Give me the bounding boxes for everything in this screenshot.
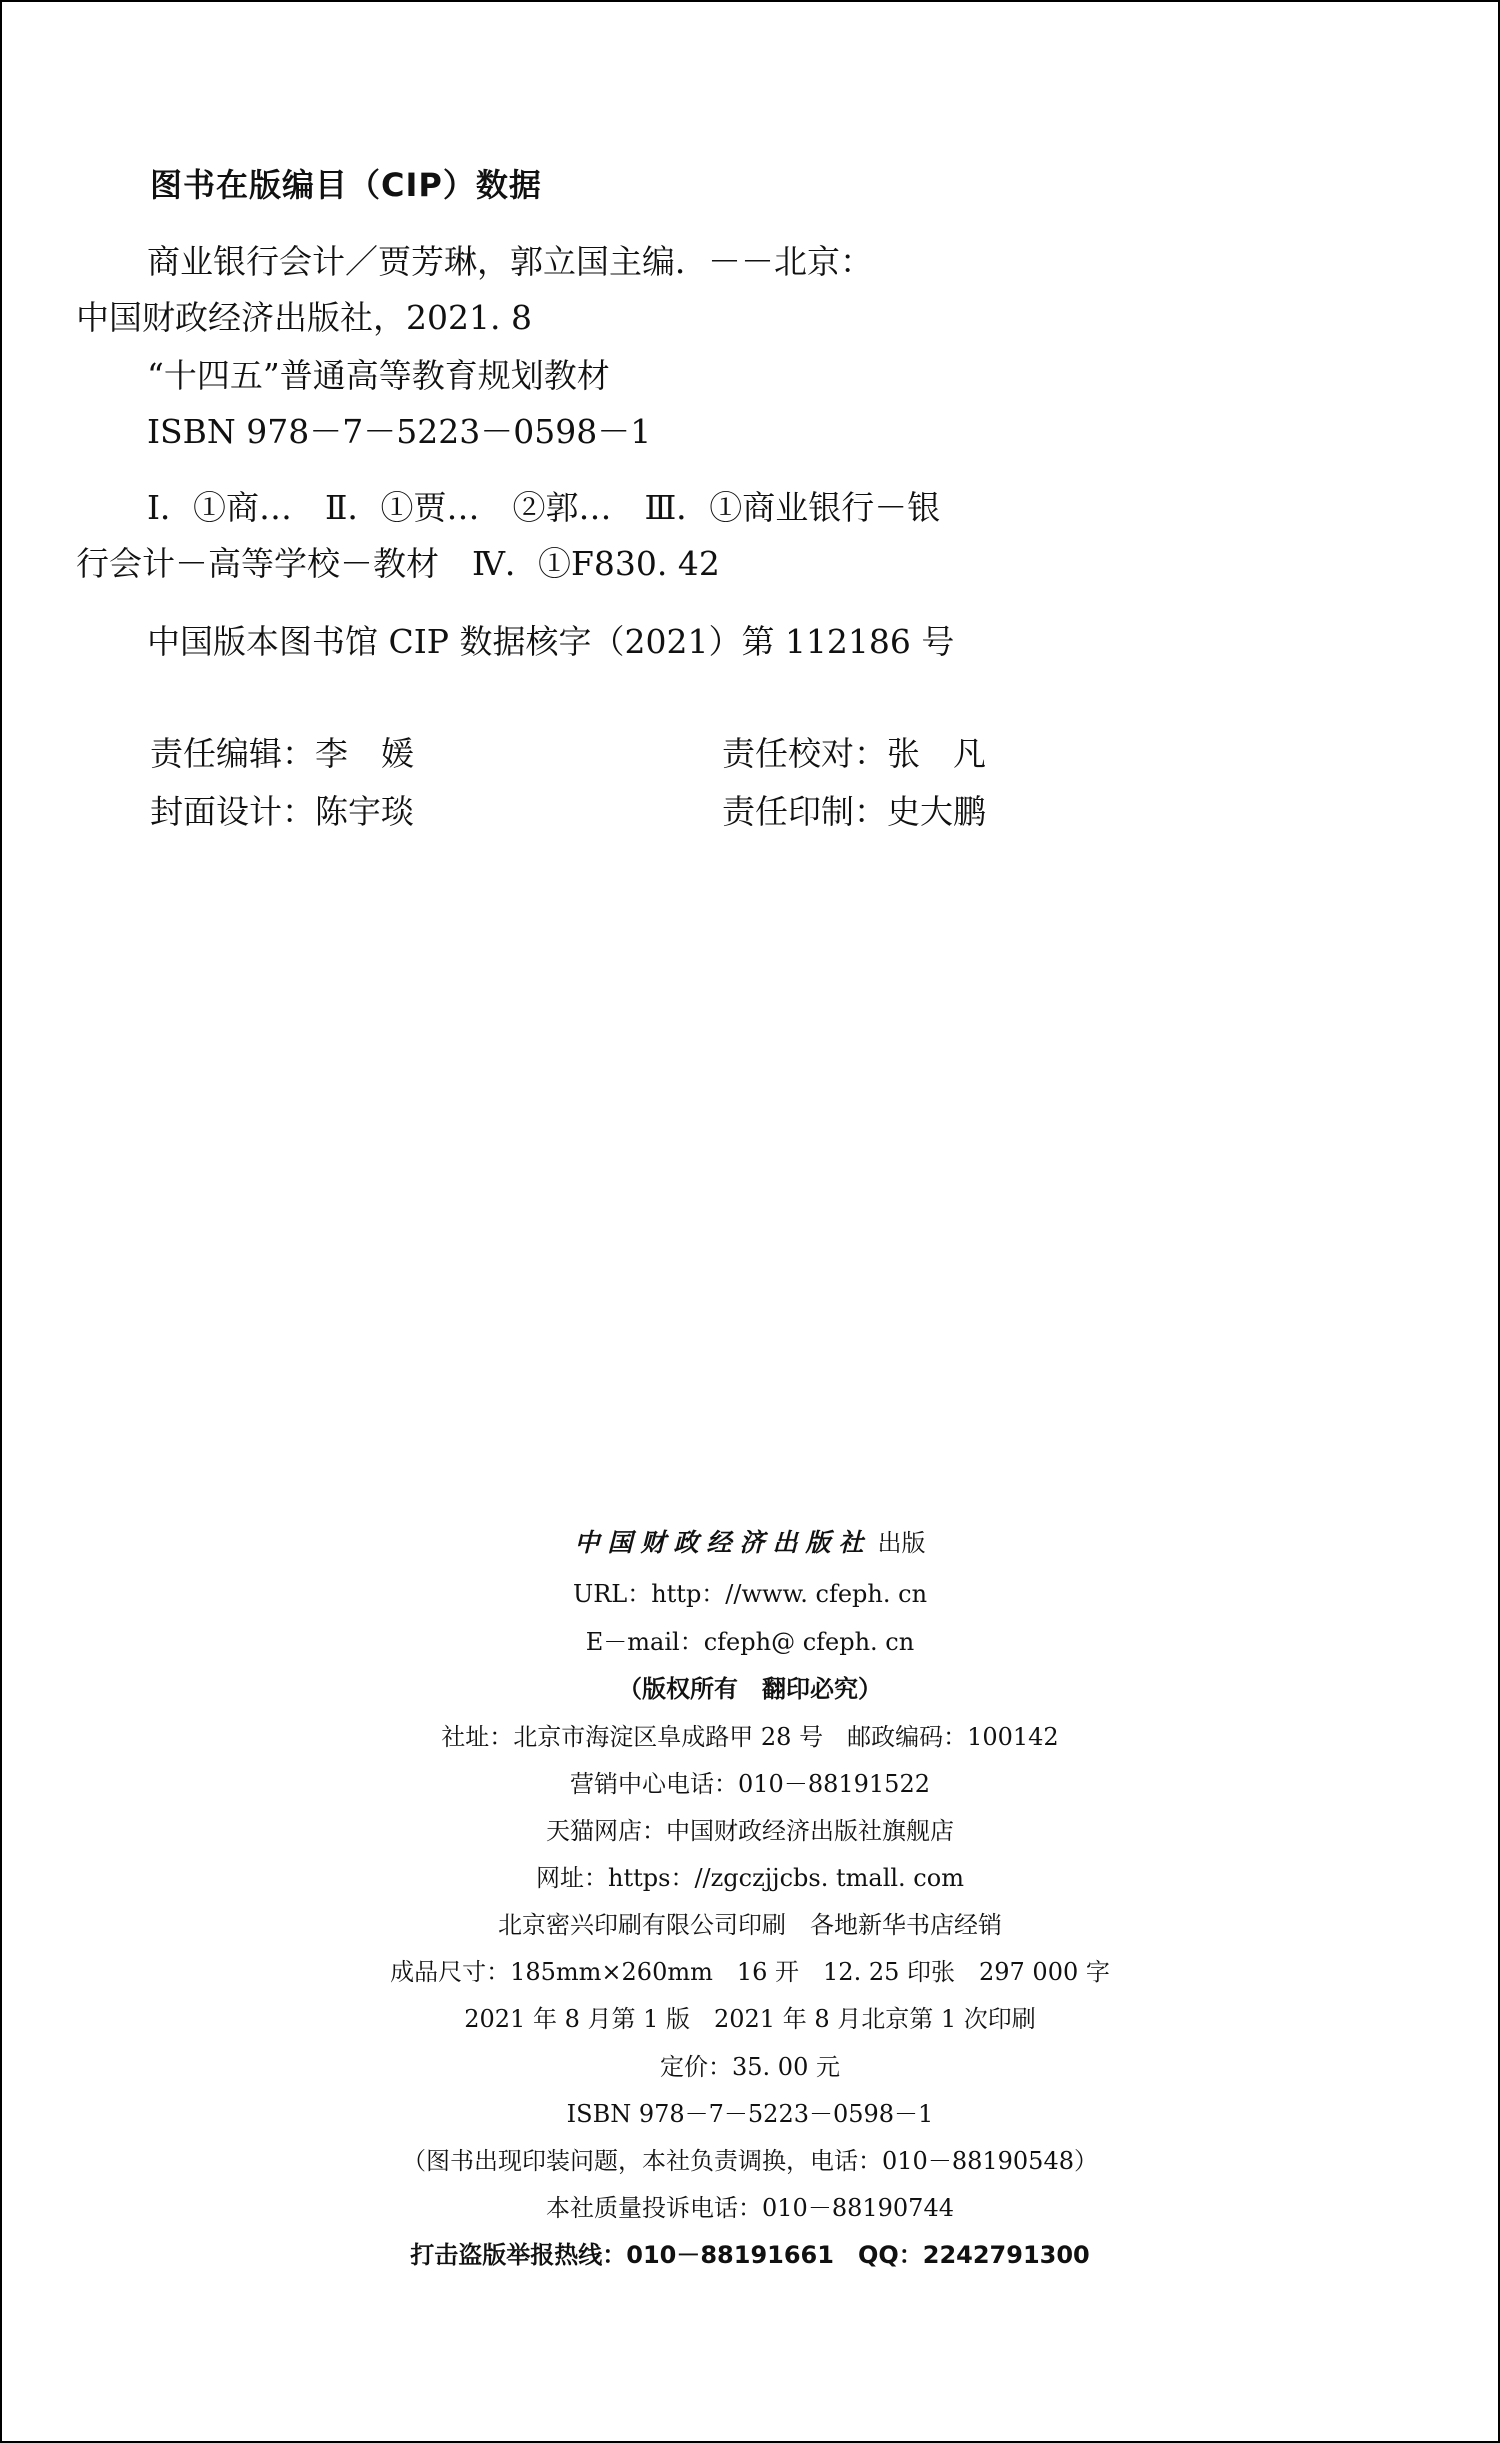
staff-editor: 责任编辑：李 媛 <box>150 734 414 773</box>
cip-line-publisher: 中国财政经济出版社，2021. 8 <box>76 298 532 337</box>
staff-cover-design: 封面设计：陈宇琰 <box>150 792 414 831</box>
imprint-isbn: ISBN 978－7－5223－0598－1 <box>566 2100 934 2128</box>
cip-line-series: “十四五”普通高等教育规划教材 <box>147 356 610 395</box>
imprint-edition: 2021 年 8 月第 1 版 2021 年 8 月北京第 1 次印刷 <box>464 2005 1036 2033</box>
cip-line-title-author: 商业银行会计／贾芳琳，郭立国主编．－－北京： <box>147 242 873 281</box>
imprint-url: URL：http：//www. cfeph. cn <box>572 1580 928 1608</box>
publisher-logo: 中国财政经济出版社 <box>574 1528 872 1557</box>
imprint-specs: 成品尺寸：185mm×260mm 16 开 12. 25 印张 297 000 字 <box>390 1958 1110 1986</box>
imprint-complaint-phone: 本社质量投诉电话：010－88190744 <box>546 2194 954 2222</box>
cip-line-isbn: ISBN 978－7－5223－0598－1 <box>147 412 652 451</box>
imprint-exchange-notice: （图书出现印装问题，本社负责调换，电话：010－88190548） <box>402 2147 1098 2175</box>
imprint-publisher <box>2 1528 1498 1558</box>
cip-line-record-number: 中国版本图书馆 CIP 数据核字（2021）第 112186 号 <box>147 622 955 661</box>
imprint-printer: 北京密兴印刷有限公司印刷 各地新华书店经销 <box>498 1911 1002 1939</box>
imprint-price: 定价：35. 00 元 <box>660 2053 840 2081</box>
staff-proofreader: 责任校对：张 凡 <box>722 734 986 773</box>
cip-title: 图书在版编目（CIP）数据 <box>150 166 542 204</box>
imprint-address: 社址：北京市海淀区阜成路甲 28 号 邮政编码：100142 <box>441 1723 1059 1751</box>
imprint-marketing-phone: 营销中心电话：010－88191522 <box>570 1770 930 1798</box>
staff-printing: 责任印制：史大鹏 <box>722 792 986 831</box>
imprint-copyright: （版权所有 翻印必究） <box>618 1675 882 1703</box>
publish-word: 出版 <box>877 1529 926 1557</box>
imprint-store-url: 网址：https：//zgczjjcbs. tmall. com <box>536 1864 964 1892</box>
cip-line-subjects: Ⅰ．①商… Ⅱ．①贾… ②郭… Ⅲ．①商业银行－银 <box>147 488 941 527</box>
imprint-email: E－mail：cfeph@ cfeph. cn <box>585 1628 915 1656</box>
imprint-tmall-store: 天猫网店：中国财政经济出版社旗舰店 <box>546 1817 954 1845</box>
imprint-piracy-hotline: 打击盗版举报热线：010－88191661 QQ：2242791300 <box>410 2241 1090 2269</box>
cip-line-subjects-cont: 行会计－高等学校－教材 Ⅳ．①F830. 42 <box>76 544 720 583</box>
